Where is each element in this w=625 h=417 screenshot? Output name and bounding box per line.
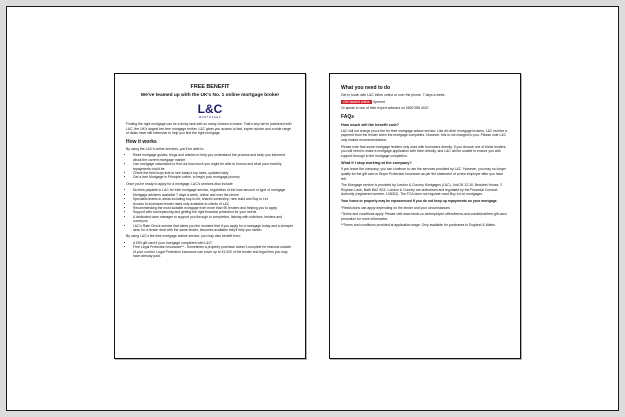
- list-item: • Specialist teams in areas including buy-to-let, shared ownership, new build and Buy to Let: [133, 197, 294, 201]
- faq-answer: If you leave the company, you can continue to use the services provided by L&C. However, you may no longer qualify for the gift card or Buyer Protection Insurance as per the statement of a new employer after you have left.: [341, 167, 507, 181]
- list-item: • Read mortgage guides, blogs and articles to help you understand the process and keep you informed about the current mortgage market: [133, 153, 294, 162]
- what-to-do-heading: What you need to do: [341, 85, 391, 91]
- lc-logo: [191, 101, 229, 119]
- benefit-list: [126, 241, 294, 259]
- apply-list: [126, 188, 294, 232]
- get-started-link[interactable]: Get started online: [343, 99, 370, 104]
- call-line: Get in touch with L&C either online or over the phone, 7 days a week.: [341, 93, 446, 97]
- faq-answer: Please note that some mortgage lenders only work with borrowers directly. If you choose one of these lenders, you will need to make a mortgage application with them directly, and L&C will be unable to ensure you with support through to the mortgage completion.: [341, 144, 507, 158]
- list-item: • Recommending the most suitable mortgage from more than 90 lenders and helping you to apply: [133, 206, 294, 210]
- faq-answer: L&C will not charge you a fee for their mortgage advice service. Like all other mortgage brokers, L&C receive a payment from the lender when the mortgage completes. However, this is not charged to you. Please note L&C only makes recommendations.: [341, 128, 508, 142]
- faq-question: How much will the benefit cost?: [341, 122, 399, 127]
- regulatory-text: The Mortgage service is provided by London & Country Mortgages (L&C), Unit 26 12-30, Beaufort House, 2 Royston Lane, Bath BA2 3GZ. London & Country are authorised and regulated by the Financial Conduct Authority (registered number: 143002). The FCA does not regulate most Buy to Let mortgages.: [341, 183, 503, 197]
- how-list: [126, 153, 294, 179]
- list-item: • Check the best buys lists to see today's top rates, updated daily: [133, 171, 294, 175]
- phone-line: Or speak to one of their expert advisers on 0800 955 4047: [341, 106, 429, 111]
- document-preview-frame: [6, 6, 619, 411]
- terms-note-2: **Terms and conditions provided at application stage. Only available for purchases in England & Wales.: [341, 223, 496, 228]
- terms-note: *Terms and conditions apply. Please visit www.landc.co.uk/employee-offers/terms-and-conditions/free-gift-card-promotion for more information.: [341, 212, 508, 221]
- faq-question: What if I stop working at the company?: [341, 161, 412, 166]
- list-item: • Free Legal Protection Insurance** - Sometimes a property purchase doesn't complete for reasons outside of your control. Legal Protection insurance can cover up to £1,000 of the lender and legal fees you may have already paid.: [133, 245, 294, 258]
- list-item: • Support with conveyancing and getting the right financial protection for your needs: [133, 210, 294, 214]
- page-title: FREE BENEFIT: [190, 84, 230, 90]
- list-item: • Mortgage advisers available 7 days a week, online and over the phone: [133, 193, 294, 197]
- list-item: • Access to increased lender rates only available to clients of L&C: [133, 202, 294, 206]
- how-heading: How it works: [126, 138, 157, 145]
- document-page-2: [329, 73, 521, 359]
- faq-heading: FAQs: [341, 113, 355, 120]
- list-item: • Use mortgage calculators to find out how much you might be able to borrow and what your monthly repayments could be: [133, 162, 294, 171]
- list-item: • Get a free Mortgage in Principle online, to begin your mortgage journey: [133, 175, 294, 179]
- svg-text:L&C: L&C: [197, 102, 223, 116]
- list-item: • No fees payable to L&C for their mortgage service, regardless of the loan amount or type of mortgage: [133, 188, 294, 192]
- get-started-suffix: Opened: [372, 99, 385, 104]
- apply-intro: Once you're ready to apply for a mortgage, L&C's services also include:: [126, 181, 234, 186]
- restrictions-note: *Restrictions can apply depending on the lender and your circumstances.: [341, 205, 451, 210]
- lc-logo-icon: [191, 101, 229, 119]
- list-item: • A £50 gift card if your mortgage completes with L&C*: [133, 241, 294, 245]
- page-subtitle: We've teamed up with the UK's No. 1 online mortgage broker: [140, 93, 280, 98]
- benefit-intro: By using L&C's fee-free mortgage advice service, you may also benefit from:: [126, 234, 241, 239]
- get-started-line: [341, 100, 509, 105]
- risk-warning: Your home or property may be repossessed if you do not keep up repayments on your mortgage.: [341, 198, 498, 203]
- list-item: • L&C's Rate Check service that alerts you the moment that if you apply for a mortgage today and a cheaper deal, for a lender deal with the same lender, becomes available they'll help you switch.: [133, 224, 294, 233]
- how-intro: By using the L&C's online services, you'll be able to:: [126, 146, 205, 151]
- document-page-1: [114, 73, 306, 359]
- svg-text:MORTGAGES: MORTGAGES: [198, 116, 222, 119]
- intro-paragraph: Finding the right mortgage can be a tricky task with so many choices to make. That's why we've partnered with L&C, the UK's largest fee-free mortgage broker. L&C gives you access to fast, expert advice and a wide range of deals have still extensive to help you find the right mortgage.: [126, 122, 292, 136]
- list-item: • A dedicated case manager to support you through to completion, liaising with solicitors, lenders and surveyors: [133, 215, 294, 224]
